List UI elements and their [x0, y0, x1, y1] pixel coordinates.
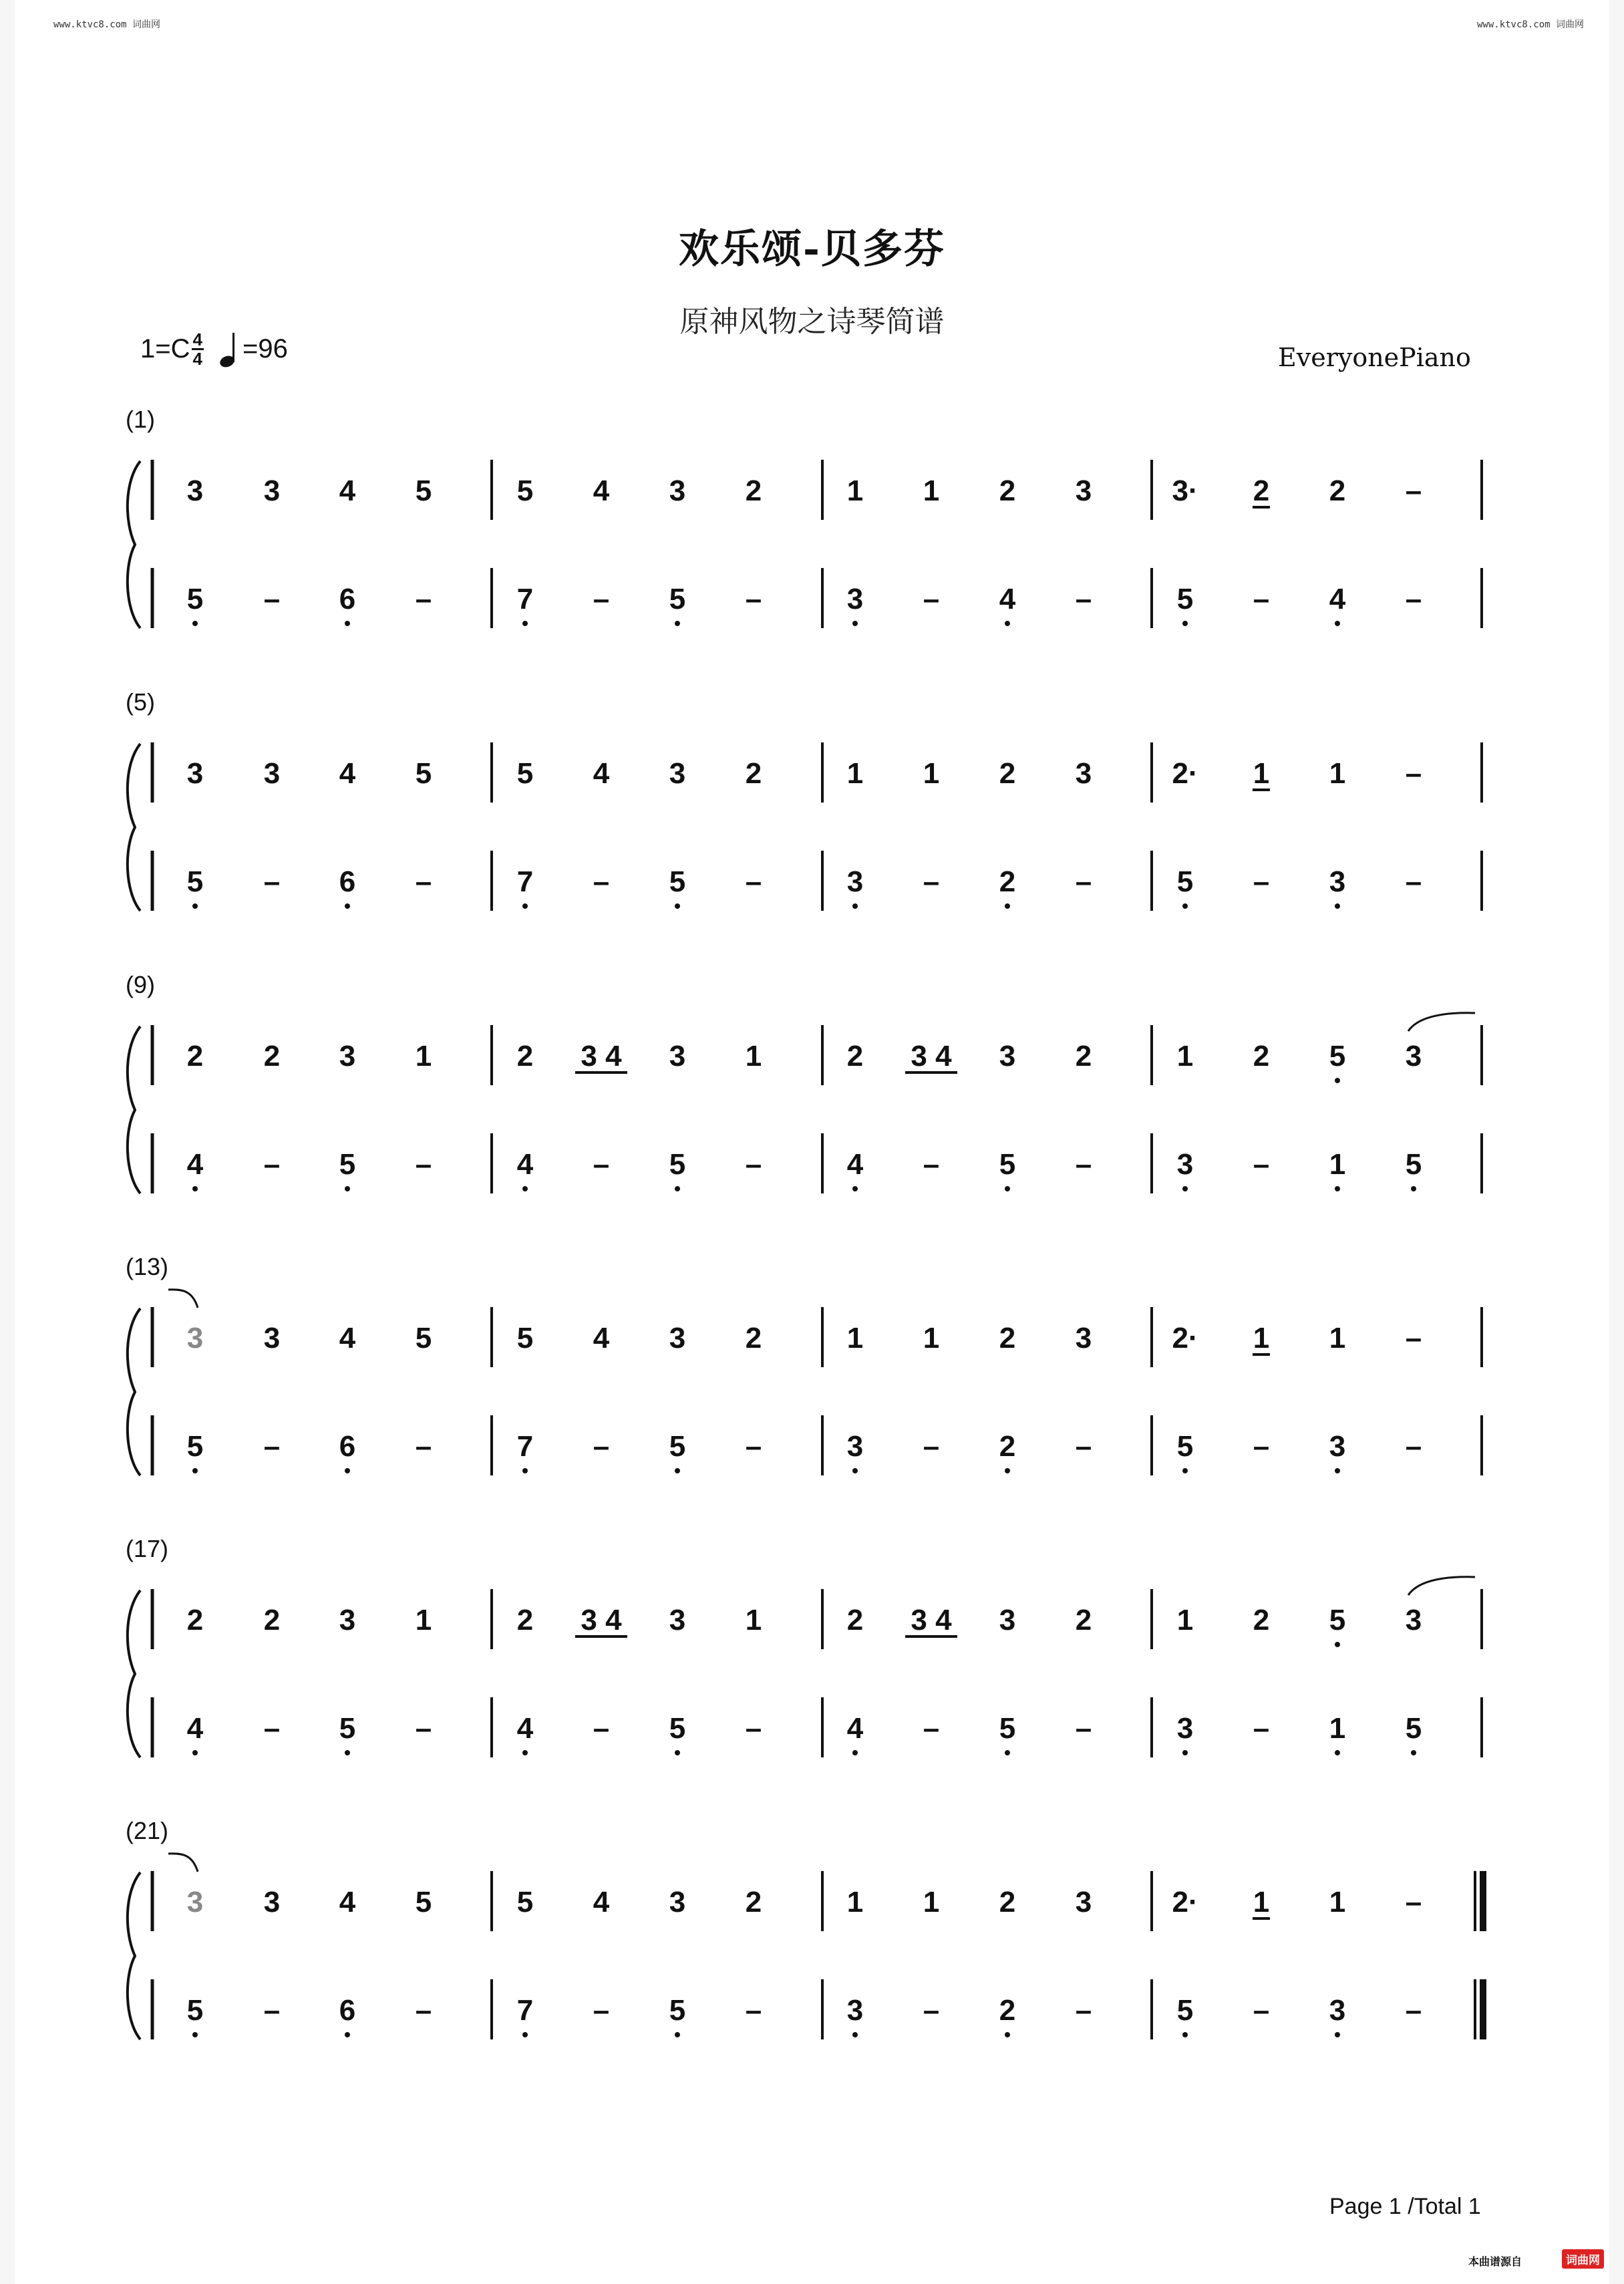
brand-logo: 词曲网 [1562, 2249, 1604, 2269]
note: 1 [1329, 1322, 1346, 1354]
rest-dash: – [1253, 1712, 1270, 1745]
note: 2 [846, 1604, 864, 1636]
brace [128, 1872, 140, 2039]
note: 2 [1075, 1604, 1092, 1636]
note: 3 [339, 1604, 356, 1636]
rest-dash: – [745, 1994, 762, 2027]
note: 2 [1075, 1040, 1092, 1073]
note: 1 [846, 1322, 864, 1354]
rest-dash: – [745, 583, 762, 615]
key-label: 1=C [140, 334, 190, 364]
measure-number: (17) [126, 1535, 169, 1562]
octave-dot [1005, 903, 1010, 909]
note: 2 [516, 1604, 534, 1636]
octave-dot [522, 903, 528, 909]
note: 2 [999, 1430, 1016, 1463]
note: 6 [339, 1994, 356, 2027]
note: 3 [1176, 1148, 1194, 1181]
header-site-left: www.ktvc8.com 词曲网 [53, 19, 161, 30]
rest-dash: – [1075, 1148, 1092, 1181]
octave-dot [1335, 1186, 1340, 1191]
octave-dot [1182, 621, 1188, 626]
octave-dot [345, 1468, 350, 1473]
note: 2 [1253, 1040, 1270, 1073]
rest-dash: – [593, 1430, 610, 1463]
octave-dot [1182, 903, 1188, 909]
note: 4 [1329, 583, 1346, 615]
note: 5 [1405, 1712, 1422, 1745]
note: 3 [846, 1994, 864, 2027]
note: 2 [999, 865, 1016, 898]
note: 2 [745, 1886, 762, 1918]
note: 4 [516, 1712, 534, 1745]
note: 5 [1176, 583, 1194, 615]
tempo-value: =96 [242, 334, 288, 364]
note: 3 [186, 1322, 204, 1354]
note: 3 [1405, 1604, 1422, 1636]
rest-dash: – [415, 865, 432, 898]
note: 7 [516, 1430, 534, 1463]
arranger-name: EveryonePiano [1278, 343, 1471, 372]
octave-dot [1005, 1186, 1010, 1191]
note: 5 [186, 1994, 204, 2027]
octave-dot [1005, 1468, 1010, 1473]
octave-dot [852, 1750, 858, 1755]
octave-dot [1335, 1078, 1340, 1083]
note: 4 [593, 474, 610, 507]
note: 2 [186, 1040, 204, 1073]
octave-dot [852, 1186, 858, 1191]
note: 3 [1075, 1322, 1092, 1354]
note: 2 [263, 1604, 281, 1636]
brace [128, 461, 140, 628]
octave-dot [522, 621, 528, 626]
note: 5 [516, 474, 534, 507]
header-site-right: www.ktvc8.com 词曲网 [1476, 19, 1584, 30]
note: 3 [846, 1430, 864, 1463]
note: 1 [1253, 757, 1270, 790]
octave-dot [1182, 2032, 1188, 2037]
note: 5 [669, 583, 686, 615]
brace [128, 1026, 140, 1193]
note: 2 [999, 757, 1016, 790]
note: 3 4 [911, 1040, 952, 1073]
octave-dot [192, 1186, 198, 1191]
rest-dash: – [745, 1430, 762, 1463]
note: 1 [745, 1604, 762, 1636]
note: 2 [186, 1604, 204, 1636]
note: 5 [186, 865, 204, 898]
note: 3 [339, 1040, 356, 1073]
note: 4 [593, 1886, 610, 1918]
note: 3 [999, 1604, 1016, 1636]
rest-dash: – [593, 583, 610, 615]
note: 1 [745, 1040, 762, 1073]
note: 1 [1329, 1148, 1346, 1181]
time-signature-bottom: 4 [192, 349, 202, 369]
rest-dash: – [745, 865, 762, 898]
rest-dash: – [1075, 1994, 1092, 2027]
note: 5 [1176, 865, 1194, 898]
note: 1 [846, 1886, 864, 1918]
octave-dot [1182, 1468, 1188, 1473]
measure-number: (1) [126, 406, 155, 433]
note: 5 [516, 757, 534, 790]
note: 5 [1405, 1148, 1422, 1181]
tie-arc [1408, 1013, 1475, 1031]
note: 5 [999, 1712, 1016, 1745]
rest-dash: – [923, 865, 940, 898]
note: 4 [593, 1322, 610, 1354]
rest-dash: – [415, 1712, 432, 1745]
rest-dash: – [263, 1994, 281, 2027]
measure-number: (21) [126, 1817, 169, 1844]
note: 2 [999, 1322, 1016, 1354]
tie-arc [168, 1854, 198, 1872]
rest-dash: – [1405, 1322, 1422, 1354]
rest-dash: – [593, 1994, 610, 2027]
note: 2 [745, 757, 762, 790]
note: 3 [1075, 757, 1092, 790]
note: 3 4 [911, 1604, 952, 1636]
octave-dot [345, 1186, 350, 1191]
note: 5 [1329, 1040, 1346, 1073]
octave-dot [675, 1186, 680, 1191]
octave-dot [1005, 621, 1010, 626]
rest-dash: – [1405, 757, 1422, 790]
note: 1 [1253, 1322, 1270, 1354]
note: 2 [999, 1886, 1016, 1918]
note: 3 [1075, 474, 1092, 507]
rest-dash: – [263, 583, 281, 615]
score-title: 欢乐颂-贝多芬 [679, 226, 945, 273]
note: 1 [846, 757, 864, 790]
note: 3 [669, 1886, 686, 1918]
octave-dot [852, 903, 858, 909]
rest-dash: – [415, 1148, 432, 1181]
note: 4 [846, 1148, 864, 1181]
note: 5 [669, 1430, 686, 1463]
octave-dot [522, 2032, 528, 2037]
note: 5 [669, 1148, 686, 1181]
note: 5 [415, 474, 432, 507]
octave-dot [345, 2032, 350, 2037]
note: 4 [339, 1322, 356, 1354]
note: 3 [186, 474, 204, 507]
rest-dash: – [263, 865, 281, 898]
rest-dash: – [1405, 474, 1422, 507]
note: 5 [999, 1148, 1016, 1181]
note: 1 [1329, 1712, 1346, 1745]
rest-dash: – [1253, 1430, 1270, 1463]
rest-dash: – [263, 1712, 281, 1745]
note: 1 [415, 1040, 432, 1073]
measure-number: (13) [126, 1253, 169, 1280]
note: 3 [263, 474, 281, 507]
note: 3 [669, 474, 686, 507]
octave-dot [1335, 621, 1340, 626]
rest-dash: – [923, 1712, 940, 1745]
note: 3 [1329, 1430, 1346, 1463]
rest-dash: – [1075, 865, 1092, 898]
note: 1 [923, 474, 940, 507]
rest-dash: – [1405, 1886, 1422, 1918]
time-signature-top: 4 [192, 329, 202, 349]
rest-dash: – [745, 1148, 762, 1181]
octave-dot [1005, 1750, 1010, 1755]
source-note: 本曲谱源自 [1468, 2257, 1522, 2268]
note: 4 [516, 1148, 534, 1181]
note: 5 [415, 757, 432, 790]
note: 4 [186, 1712, 204, 1745]
note: 4 [339, 1886, 356, 1918]
note: 3 [999, 1040, 1016, 1073]
note: 4 [593, 757, 610, 790]
note: 2 [1329, 474, 1346, 507]
note: 2 [1253, 474, 1270, 507]
note: 3 [846, 583, 864, 615]
tie-arc [1408, 1577, 1475, 1595]
page-number: Page 1 /Total 1 [1329, 2194, 1481, 2219]
octave-dot [522, 1750, 528, 1755]
rest-dash: – [1075, 583, 1092, 615]
rest-dash: – [1075, 1430, 1092, 1463]
octave-dot [345, 1750, 350, 1755]
octave-dot [852, 621, 858, 626]
note: 1 [1329, 757, 1346, 790]
note: 5 [415, 1322, 432, 1354]
measure-number: (9) [126, 971, 155, 998]
note: 5 [415, 1886, 432, 1918]
note: 2 [516, 1040, 534, 1073]
rest-dash: – [263, 1430, 281, 1463]
rest-dash: – [1405, 1430, 1422, 1463]
note: 3 [263, 1886, 281, 1918]
note: 5 [669, 1712, 686, 1745]
note: 3 [669, 1040, 686, 1073]
octave-dot [675, 903, 680, 909]
note: 3 [186, 1886, 204, 1918]
octave-dot [1335, 903, 1340, 909]
octave-dot [192, 903, 198, 909]
note: 5 [1176, 1994, 1194, 2027]
note: 5 [669, 865, 686, 898]
note: 2· [1172, 757, 1198, 790]
measure-number: (5) [126, 688, 155, 716]
octave-dot [1182, 1750, 1188, 1755]
octave-dot [522, 1186, 528, 1191]
note: 3 [263, 1322, 281, 1354]
octave-dot [852, 1468, 858, 1473]
octave-dot [1335, 1642, 1340, 1647]
note: 5 [186, 583, 204, 615]
octave-dot [675, 2032, 680, 2037]
note: 1 [1176, 1604, 1194, 1636]
note: 3 4 [581, 1604, 622, 1636]
note: 6 [339, 1430, 356, 1463]
note: 1 [923, 1886, 940, 1918]
note: 3· [1172, 474, 1198, 507]
brace [128, 1590, 140, 1757]
note: 6 [339, 865, 356, 898]
note: 3 [1405, 1040, 1422, 1073]
rest-dash: – [263, 1148, 281, 1181]
rest-dash: – [1253, 865, 1270, 898]
note: 3 [1176, 1712, 1194, 1745]
rest-dash: – [1253, 1994, 1270, 2027]
rest-dash: – [923, 1430, 940, 1463]
rest-dash: – [1075, 1712, 1092, 1745]
octave-dot [1335, 1750, 1340, 1755]
rest-dash: – [415, 1430, 432, 1463]
octave-dot [522, 1468, 528, 1473]
rest-dash: – [1405, 583, 1422, 615]
note: 5 [186, 1430, 204, 1463]
rest-dash: – [923, 1148, 940, 1181]
note: 3 [669, 1604, 686, 1636]
note: 2 [745, 1322, 762, 1354]
note: 3 [1329, 1994, 1346, 2027]
note: 1 [415, 1604, 432, 1636]
octave-dot [675, 1468, 680, 1473]
note: 5 [516, 1322, 534, 1354]
octave-dot [1335, 1468, 1340, 1473]
octave-dot [1182, 1186, 1188, 1191]
note: 3 4 [581, 1040, 622, 1073]
note: 4 [339, 757, 356, 790]
note: 4 [339, 474, 356, 507]
rest-dash: – [1253, 583, 1270, 615]
note: 3 [263, 757, 281, 790]
octave-dot [345, 621, 350, 626]
rest-dash: – [923, 1994, 940, 2027]
note: 2 [263, 1040, 281, 1073]
tie-arc [168, 1290, 198, 1308]
note: 3 [1075, 1886, 1092, 1918]
octave-dot [192, 1468, 198, 1473]
score-subtitle: 原神风物之诗琴简谱 [679, 305, 945, 339]
note: 1 [1176, 1040, 1194, 1073]
note: 2 [999, 1994, 1016, 2027]
octave-dot [192, 1750, 198, 1755]
note: 7 [516, 865, 534, 898]
note: 2 [999, 474, 1016, 507]
note: 5 [516, 1886, 534, 1918]
note: 7 [516, 583, 534, 615]
rest-dash: – [1405, 1994, 1422, 2027]
note: 2 [1253, 1604, 1270, 1636]
rest-dash: – [415, 1994, 432, 2027]
octave-dot [192, 621, 198, 626]
rest-dash: – [593, 1148, 610, 1181]
note: 7 [516, 1994, 534, 2027]
note: 3 [1329, 865, 1346, 898]
brace [128, 1308, 140, 1475]
octave-dot [675, 1750, 680, 1755]
octave-dot [852, 2032, 858, 2037]
note: 6 [339, 583, 356, 615]
note: 3 [186, 757, 204, 790]
note: 5 [339, 1148, 356, 1181]
octave-dot [675, 621, 680, 626]
note: 5 [1176, 1430, 1194, 1463]
rest-dash: – [415, 583, 432, 615]
note: 3 [669, 1322, 686, 1354]
octave-dot [345, 903, 350, 909]
octave-dot [192, 2032, 198, 2037]
octave-dot [1335, 2032, 1340, 2037]
octave-dot [1411, 1186, 1416, 1191]
octave-dot [1411, 1750, 1416, 1755]
note: 1 [1253, 1886, 1270, 1918]
rest-dash: – [1405, 865, 1422, 898]
note: 5 [669, 1994, 686, 2027]
octave-dot [1005, 2032, 1010, 2037]
note: 2 [846, 1040, 864, 1073]
note: 1 [923, 1322, 940, 1354]
note: 1 [923, 757, 940, 790]
note: 4 [999, 583, 1016, 615]
rest-dash: – [593, 865, 610, 898]
note: 1 [846, 474, 864, 507]
rest-dash: – [593, 1712, 610, 1745]
note: 2· [1172, 1886, 1198, 1918]
note: 4 [846, 1712, 864, 1745]
rest-dash: – [923, 583, 940, 615]
note: 3 [846, 865, 864, 898]
note: 2 [745, 474, 762, 507]
note: 5 [339, 1712, 356, 1745]
note: 2· [1172, 1322, 1198, 1354]
note: 5 [1329, 1604, 1346, 1636]
note: 1 [1329, 1886, 1346, 1918]
brace [128, 744, 140, 911]
rest-dash: – [745, 1712, 762, 1745]
note: 4 [186, 1148, 204, 1181]
note: 3 [669, 757, 686, 790]
rest-dash: – [1253, 1148, 1270, 1181]
